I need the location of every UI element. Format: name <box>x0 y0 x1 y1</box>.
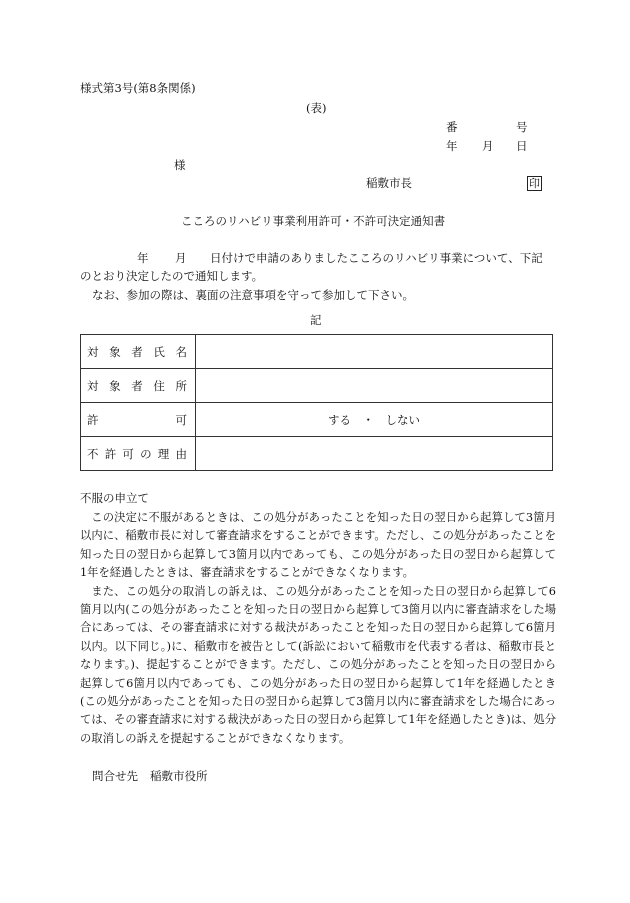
date-day: 日 <box>516 139 528 153</box>
decision-table <box>80 334 553 471</box>
appeal-text <box>80 509 556 748</box>
table-row <box>81 369 553 403</box>
number-suffix: 号 <box>516 120 528 134</box>
intro-line1: 日付けで申請のありましたこころのリハビリ事業について、下記 <box>210 251 543 265</box>
intro-line3: なお、参加の際は、裏面の注意事項を守って参加して下さい。 <box>92 288 414 302</box>
contact-value: 稲敷市役所 <box>150 769 208 783</box>
denial-reason-field[interactable] <box>196 437 553 471</box>
form-number: 様式第3号(第8条関係) <box>80 81 196 95</box>
table-row <box>81 437 553 471</box>
ki-heading: 記 <box>310 313 322 327</box>
addressee-honorific: 様 <box>174 158 186 172</box>
row-label-permission: 許 可 <box>81 403 196 437</box>
subject-name-field[interactable] <box>196 335 553 369</box>
row-label-reason: 不 許 可 の 理 由 <box>81 437 196 471</box>
appeal-heading: 不服の申立て <box>80 491 149 505</box>
row-label-name: 対 象 者 氏 名 <box>81 335 196 369</box>
appeal-paragraph-2: また、この処分の取消しの訴えは、この処分があったことを知った日の翌日から起算して6箇月以内(この処分があったことを知った日の翌日から起算して3箇月以内に審査請求をした場合にあっては、その審査請求に対する裁決があったことを知った日の翌日から起算して6箇月以内。以下同じ。)に、稲敷市を被告として(訴訟において稲敷市を代表する者は、稲敷市長となります。)、提起することができます。ただし、この処分があったことを知った日の翌日から起算して6箇月以内であっても、この処分があった日の翌日から起算して1年を経過したとき(この処分があったことを知った日の翌日から起算して3箇月以内に審査請求をした場合にあっては、その審査請求に対する裁決があった日の翌日から起算して1年を経過したとき)は、処分の取消しの訴えを提起することができなくなります。 <box>80 584 556 745</box>
document-title: こころのリハビリ事業利用許可・不許可決定通知書 <box>181 214 446 228</box>
issuer-name: 稲敷市長 <box>366 176 412 190</box>
intro-month: 月 <box>175 251 187 265</box>
permission-choice[interactable]: する ・ しない <box>196 403 553 437</box>
intro-year: 年 <box>137 251 149 265</box>
date-month: 月 <box>482 139 494 153</box>
subject-address-field[interactable] <box>196 369 553 403</box>
side-label: (表) <box>306 101 327 115</box>
appeal-paragraph-1: この決定に不服があるときは、この処分があったことを知った日の翌日から起算して3箇月以内に、稲敷市長に対して審査請求をすることができます。ただし、この処分があったことを知った日の翌日から起算して3箇月以内であっても、この処分があった日の翌日から起算して1年を経過したときは、審査請求をすることができなくなります。 <box>80 511 556 580</box>
table-row <box>81 335 553 369</box>
number-label: 番 <box>446 120 458 134</box>
date-year: 年 <box>446 139 458 153</box>
contact-label: 問合せ先 <box>92 769 138 783</box>
table-row <box>81 403 553 437</box>
seal-mark: 印 <box>529 177 540 190</box>
intro-line2: のとおり決定したので通知します。 <box>80 269 264 283</box>
row-label-address: 対 象 者 住 所 <box>81 369 196 403</box>
